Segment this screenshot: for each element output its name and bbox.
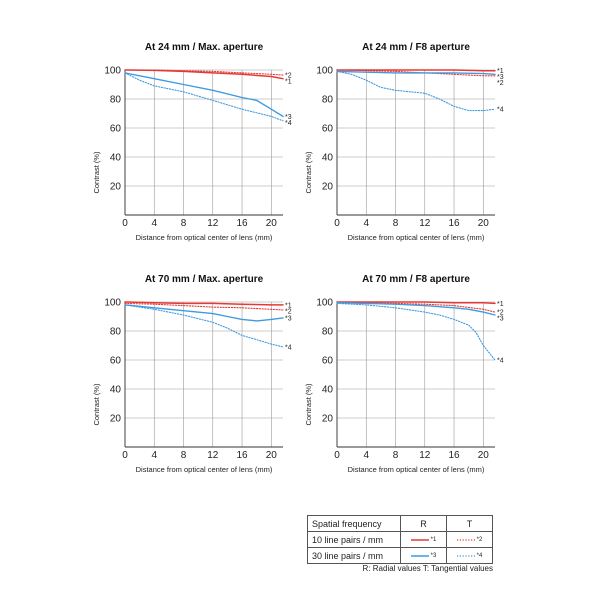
legend-t-cell [446,548,492,564]
legend-row-label: 30 line pairs / mm [308,548,401,564]
y-tick-label: 40 [321,384,333,396]
series-line-n3 [125,305,283,321]
legend-row-10lp [308,532,493,548]
legend-tag: *3 [430,553,437,560]
series-end-tag: *4 [497,106,504,114]
x-tick-label: 12 [419,450,431,461]
y-tick-label: 20 [109,413,121,425]
chart-panel-4 [304,274,504,474]
legend-swatch-blue-solid [411,554,429,558]
y-tick-label: 40 [109,152,121,164]
legend-t-cell [446,532,492,548]
y-tick-label: 60 [321,355,333,367]
legend-tag: *2 [476,537,483,544]
y-tick-label: 60 [109,123,121,135]
x-tick-label: 8 [180,218,187,229]
x-tick-label: 4 [151,450,158,461]
y-tick-label: 100 [104,65,121,77]
y-tick-label: 60 [109,355,121,367]
x-tick-label: 20 [477,218,489,229]
x-tick-label: 8 [392,218,399,229]
legend-table [307,515,493,564]
legend-row-label: 10 line pairs / mm [308,532,401,548]
legend-header-row [308,516,493,532]
x-tick-label: 12 [207,218,219,229]
series-end-tag: *4 [497,357,504,365]
series-end-tag: *3 [285,315,292,323]
chart-title: At 70 mm / Max. aperture [144,274,264,285]
y-tick-label: 100 [104,297,121,309]
series-line-n4 [125,73,283,121]
series-end-tag: *2 [497,309,504,317]
chart-panel-2 [304,42,504,242]
x-tick-label: 16 [448,218,460,229]
legend-tag: *1 [430,537,437,544]
y-tick-label: 80 [321,326,333,338]
y-tick-label: 80 [321,94,333,106]
x-tick-label: 8 [392,450,399,461]
legend-r-cell [400,532,446,548]
series-line-n3 [125,73,283,117]
y-tick-label: 20 [321,181,333,193]
y-tick-label: 100 [316,297,333,309]
series-end-tag: *3 [497,74,504,82]
y-tick-label: 40 [321,152,333,164]
x-tick-label: 16 [236,450,248,461]
chart-panel-1 [92,42,292,242]
series-end-tag: *1 [497,68,504,76]
series-line-n3 [337,71,495,74]
legend-header-label: Spatial frequency [308,516,401,532]
x-tick-label: 20 [265,450,277,461]
x-axis-label: Distance from optical center of lens (mm) [347,233,485,242]
y-axis-label: Contrast (%) [92,383,101,426]
x-tick-label: 16 [236,218,248,229]
series-end-tag: *1 [285,78,292,86]
legend-header-t: T [446,516,492,532]
legend-r-cell [400,548,446,564]
legend-swatch-red-solid [411,538,429,542]
series-end-tag: *3 [285,113,292,121]
y-axis-label: Contrast (%) [92,151,101,194]
x-tick-label: 20 [477,450,489,461]
x-tick-label: 0 [334,450,340,461]
series-end-tag: *2 [497,80,504,88]
series-end-tag: *3 [497,315,504,323]
legend-row-30lp [308,548,493,564]
legend-note: R: Radial values T: Tangential values [362,564,493,573]
x-tick-label: 4 [151,218,158,229]
x-axis-label: Distance from optical center of lens (mm) [135,233,273,242]
y-tick-label: 80 [109,94,121,106]
x-tick-label: 12 [207,450,219,461]
chart-title: At 24 mm / Max. aperture [144,42,264,53]
y-tick-label: 80 [109,326,121,338]
series-line-n4 [337,303,495,360]
x-tick-label: 4 [363,450,370,461]
y-axis-label: Contrast (%) [304,383,313,426]
y-tick-label: 20 [109,181,121,193]
chart-panel-3 [92,274,292,474]
chart-title: At 24 mm / F8 aperture [362,42,470,53]
x-tick-label: 4 [363,218,370,229]
x-tick-label: 20 [265,218,277,229]
chart-title: At 70 mm / F8 aperture [362,274,470,285]
series-end-tag: *1 [497,300,504,308]
legend-swatch-blue-dotted [457,554,475,558]
series-end-tag: *2 [285,72,292,80]
series-line-n4 [337,71,495,110]
y-tick-label: 40 [109,384,121,396]
legend-swatch-red-dotted [457,538,475,542]
x-tick-label: 0 [122,218,128,229]
series-end-tag: *4 [285,119,292,127]
series-line-n4 [125,305,283,347]
series-end-tag: *4 [285,344,292,352]
x-tick-label: 8 [180,450,187,461]
x-tick-label: 16 [448,450,460,461]
x-axis-label: Distance from optical center of lens (mm) [135,465,273,474]
x-axis-label: Distance from optical center of lens (mm) [347,465,485,474]
y-axis-label: Contrast (%) [304,151,313,194]
legend-header-r: R [400,516,446,532]
y-tick-label: 20 [321,413,333,425]
series-end-tag: *2 [285,308,292,316]
x-tick-label: 0 [122,450,128,461]
y-tick-label: 60 [321,123,333,135]
legend-tag: *4 [476,553,483,560]
series-end-tag: *1 [285,302,292,310]
x-tick-label: 0 [334,218,340,229]
x-tick-label: 12 [419,218,431,229]
y-tick-label: 100 [316,65,333,77]
